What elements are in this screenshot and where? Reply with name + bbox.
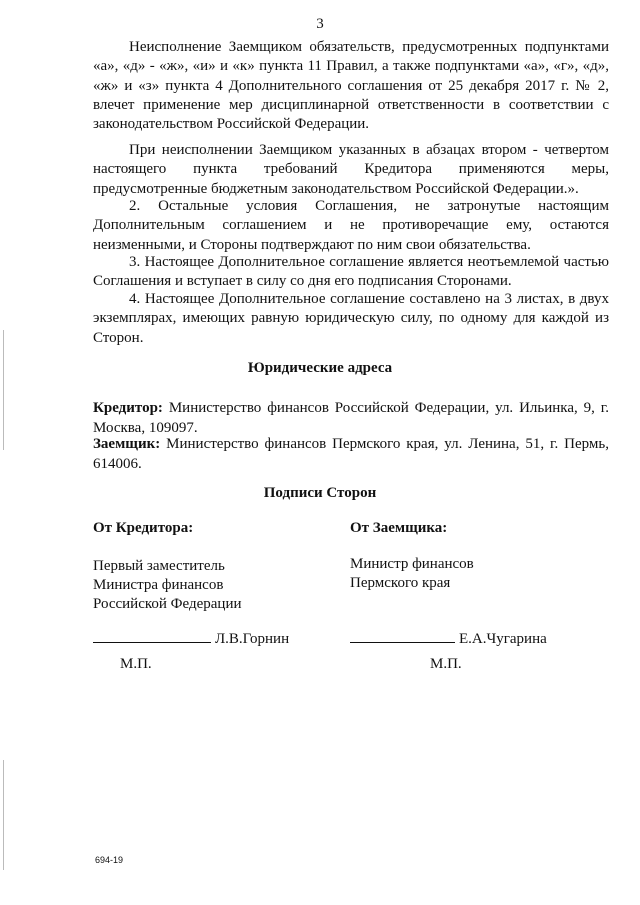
borrower-signatory-name: Е.А.Чугарина: [459, 631, 547, 647]
paragraph-nonfulfillment: Неисполнение Заемщиком обязательств, предусмотренных подпунктами «а», «д» - «ж», «и» и «к» пункта 11 Правил, а также подпунктами «а», «г», «д», «ж» и «з» пункта 4 Дополнительного соглашения от 25 декабря 2017 г. № 2, влечет применение мер дисциплинарной ответственности в соответствии с законодательством Российской Федерации.: [93, 39, 609, 133]
creditor-address-label: Кредитор:: [93, 400, 163, 416]
creditor-signature-line: [93, 630, 289, 648]
signature-underline: [93, 630, 211, 643]
borrower-position-line: Пермского края: [350, 575, 451, 591]
borrower-signature-title: От Заемщика:: [350, 520, 448, 536]
borrower-signature-block: [350, 520, 547, 648]
signature-underline: [350, 630, 455, 643]
signatures-heading: Подписи Сторон: [263, 485, 377, 501]
borrower-position-line: Министр финансов: [350, 556, 474, 572]
creditor-address-text: Министерство финансов Российской Федерации, ул. Ильинка, 9, г. Москва, 109097.: [93, 400, 610, 436]
creditor-stamp-mark: М.П.: [120, 656, 152, 672]
legal-addresses-heading: Юридические адреса: [247, 360, 393, 376]
scan-edge-mark: [3, 330, 4, 450]
creditor-position-line: Российской Федерации: [93, 596, 242, 612]
borrower-address: [93, 434, 609, 474]
paragraph-clause-4: 4. Настоящее Дополнительное соглашение составлено на 3 листах, в двух экземплярах, имеющих равную юридическую силу, по одному для каждой из Сторон.: [93, 291, 609, 346]
creditor-address: [93, 398, 609, 438]
borrower-address-label: Заемщик:: [93, 436, 161, 452]
paragraph-clause-3: 3. Настоящее Дополнительное соглашение является неотъемлемой частью Соглашения и вступает в силу со дня его подписания Сторонами.: [93, 254, 609, 290]
paragraph-measures: При неисполнении Заемщиком указанных в абзацах втором - четвертом настоящего пункта требований Кредитора применяются меры, предусмотренные бюджетным законодательством Российской Федерации.».: [93, 142, 609, 197]
creditor-signature-title: От Кредитора:: [93, 520, 194, 536]
document-code: 694-19: [95, 855, 124, 865]
creditor-signatory-name: Л.В.Горнин: [215, 631, 290, 647]
borrower-signature-line: [350, 630, 547, 648]
paragraph-clause-2: 2. Остальные условия Соглашения, не затронутые настоящим Дополнительным соглашением и не противоречащие ему, остаются неизменными, и Стороны подтверждают по ним свои обязательства.: [93, 198, 609, 253]
creditor-position-line: Первый заместитель: [93, 558, 225, 574]
creditor-position-line: Министра финансов: [93, 577, 224, 593]
page-number: 3: [316, 16, 324, 32]
borrower-stamp-mark: М.П.: [430, 656, 462, 672]
borrower-address-text: Министерство финансов Пермского края, ул. Ленина, 51, г. Пермь, 614006.: [93, 436, 609, 472]
creditor-signature-block: [93, 520, 289, 648]
scan-edge-mark: [3, 760, 4, 870]
